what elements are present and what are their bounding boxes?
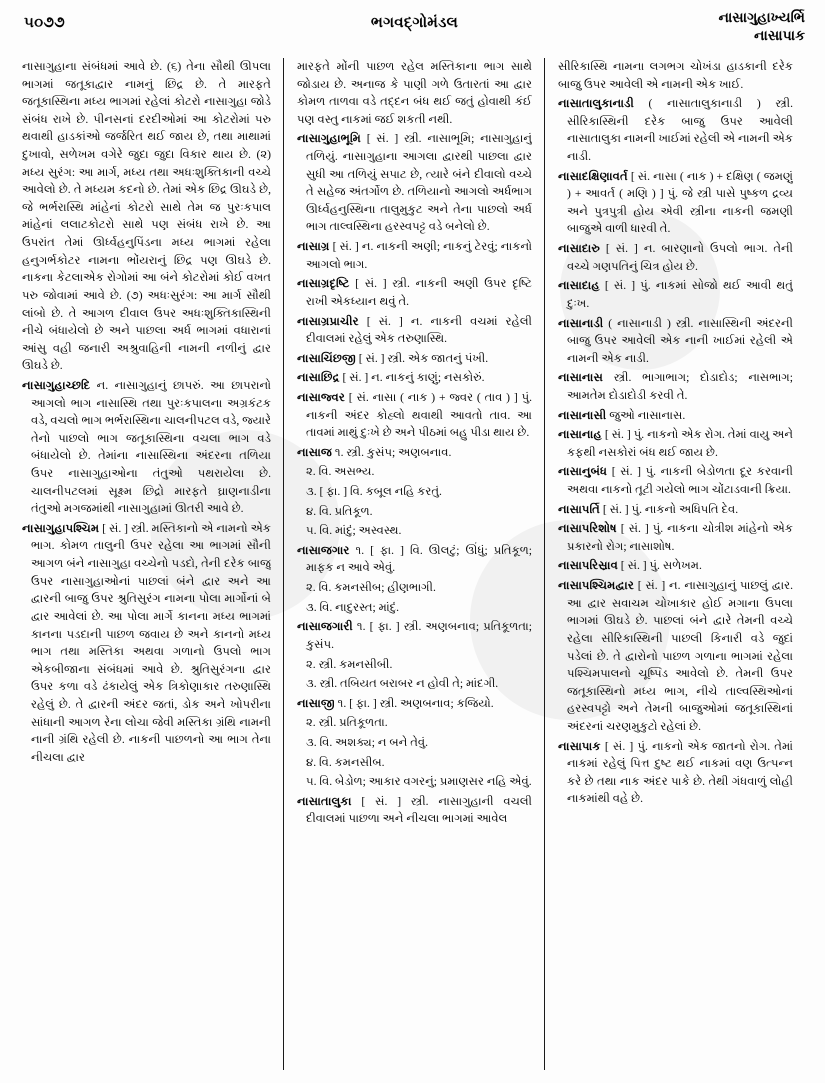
entry-headword: નાસાપશ્ચિમદ્વાર <box>558 579 634 593</box>
dictionary-entry <box>22 520 271 767</box>
entry-definition: [ સં. ] ન. નાકની વચમાં રહેલી દીવાલમાં રહેલું એક તરુણાસ્થિ. <box>306 314 532 346</box>
entry-definition: [ સં. ] સ્ત્રી. એક જાતનું પંખી. <box>355 351 489 365</box>
entry-definition: ૧. [ ફા. ] સ્ત્રી. અણબનાવ; કજિયો. <box>334 696 494 710</box>
text-column-3 <box>544 58 805 1070</box>
entry-definition: જુઓ નાસાનાસ. <box>606 408 686 422</box>
entry-definition: [ સં. ] પું. નાકના ચોત્રીશ માંહેનો એક પ્રકારનો રોગ; નાસાશોષ. <box>567 522 793 553</box>
entry-definition: ( નાસાનાડી ) સ્ત્રી. નાસાસ્થિની અંદરની બાજુ ઉપર આવેલી એક નાની ખાઈમાં રહેલી એ નામની એક નાડી. <box>567 316 793 365</box>
entry-definition: [ સં. ] સ્ત્રી. નાસાભૂમિ; નાસાગુહાનું તળિયું. નાસાગુહાના આગલા દ્વારથી પાછલા દ્વાર સુધી આ તળિયું સપાટ છે, ત્યારે બંને દીવાલો વચ્ચે તે સહેજ અંતર્ગોળ છે. તળિયાનો આગલો અર્ધભાગ ઊર્ધ્વહનુસ્થિના તાલુમુકુટ અને તેના પાછલો અર્ધ ભાગ તાલ્વસ્થિના હરસ્વપટ્ટ વડે બનેલો છે. <box>306 132 532 234</box>
entry-definition: [ સં. ] સ્ત્રી. નાસાગુહાની વચલી દીવાલમાં પાછળા અને નીચલા ભાગમાં આવેલ <box>306 794 532 826</box>
entry-headword: નાસાતાલુકાનાડી <box>558 97 634 111</box>
entry-headword: નાસાદક્ષિણાવર્ત <box>558 169 628 183</box>
entry-definition: ૧. સ્ત્રી. કુસંપ; અણબનાવ. <box>331 445 452 459</box>
dictionary-entry <box>297 389 532 442</box>
continuation-paragraph: સીરિકાસ્થિ નામના લગભગ ચોખંડા હાડકાની દરેક બાજુ ઉપર આવેલી એ નામની એક ખાઈ. <box>558 60 793 91</box>
entry-definition: [ સં. ] સ્ત્રી. મસ્તિકાનો એ નામનો એક ભાગ. કોમળ તાલુની ઉપર રહેલા આ ભાગમાં સૌની આગળ બંને નાસાગુહા વચ્ચેનો પડદો, તેની દરેક બાજુ ઉપર નાસાગુહાઓનાં પાછલાં બંને દ્વાર અને આ દ્વારની બાજુ ઉપર શ્રુતિસુરંગ નામના પોલા માર્ગોનાં બે દ્વાર આવેલાં છે. આ પોલા માર્ગે કાનના મધ્ય ભાગમાં કાનના પડદાની પાછળ જવાય છે અને કાનનો મધ્ય ભાગ તથા મસ્તિકા અથવા ગળાનો ઉપલો ભાગ એકબીજાના સંબંધમાં આવે છે. શ્રુતિસુરંગના દ્વાર ઉપર કળા વડે ઢંકાયેલું એક ત્રિકોણાકાર તરુણાસ્થિ રહેલું છે. તે દ્વારની અંદર જતાં, ડોક અને ખોપરીના સાંધાની આગળ રેના લોચા જેવી મસ્તિકા ગ્રંથિ નામની નાની ગ્રંથિ રહેલી છે. નાકની પાછળનો આ ભાગ તેના નીચલા દ્વાર <box>31 521 271 764</box>
dictionary-entry <box>297 542 532 577</box>
entry-sense: ૨. વિ. કમનસીબ; હીણભાગી. <box>306 581 436 595</box>
entry-sense: ૫. વિ. માંદું; અસ્વસ્થ. <box>306 524 402 538</box>
entry-headword: નાસાનાહ <box>558 428 602 442</box>
entry-headword: નાસાજ <box>297 445 332 459</box>
entry-headword: નાસાજગાર <box>297 543 350 557</box>
entry-definition: [ સં. ] પું. નાકનો એક જાતનો રોગ. તેમાં નાકમાં રહેલું પિત્ત દુષ્ટ થઈ નાકમાં વણ ઉત્પન્ન કરે છે તથા નાક અંદર પાકે છે. તેથી ગંધવાળું લોહી નાકમાંથી વહે છે. <box>567 739 793 806</box>
entry-sense: ૪. વિ. કમનસીબ. <box>306 755 385 769</box>
entry-headword: નાસાગ્રપ્રાચીર <box>297 314 359 328</box>
dictionary-entry <box>297 369 532 387</box>
dictionary-entry <box>558 520 793 555</box>
entry-definition: ન. નાસાગુહાનું છાપરું. આ છાપરાનો આગલો ભાગ નાસાસ્થિ તથા પુરઃકપાલના અગ્રકંટક વડે, વચલો ભાગ ભર્ભરાસ્થિના ચાલનીપટલ વડે, જ્યારે તેનો પાછલો ભાગ જતૂકાસ્થિના વચલા ભાગ વડે બંધાયેલો છે. તેમાંના નાસાસ્થિના અંદરના તળિયા ઉપર નાસાગુહાઓના તંતુઓ પથરાયેલા છે. ચાલનીપટલમાં સૂક્ષ્મ છિદ્રો મારફતે ઘ્રાણનાડીના તંતુઓ મગજમાંથી નાસાગુહામાં ઊતરી આવે છે. <box>31 378 271 516</box>
entry-headword: નાસાદારુ <box>558 242 600 256</box>
entry-sense: ૩. વિ. નાદુરસ્ત; માંદું. <box>306 600 400 614</box>
dictionary-entry <box>22 377 271 518</box>
entry-headword: નાસાપરિસ્રાવ <box>558 559 618 573</box>
entry-definition: [ સં. ] ન. નાસાગુહાનું પાછલું દ્વાર. આ દ્વાર સવાચમ ચોખાકાર હોઈ મગાના ઉપલા ભાગમાં ઊઘડે છે. પાછલાં બંને દ્વારે તેમની વચ્ચે રહેલા સીરિકાસ્થિની પાછલી કિનારી વડે જુદાં પડેલાં છે. તે દ્વારોનો પાછળ ગળાના ભાગમાં રહેલા પશ્ચિમપાલનો ચૂષ્પિંડ આવેલો છે. તેમની ઉપર જતૂકાસ્થિનો મધ્ય ભાગ, નીચે તાલ્વસ્થિઓનાં હરસ્વપટ્ટો અને તેમની બાજુઓમાં જતૂકાસ્થિનાં અંદરનાં ચરણમુકુટો રહેલાં છે. <box>567 579 793 733</box>
entry-definition: [ સં. ] ન. નાકનું કાણું; નસકોરું. <box>339 371 485 385</box>
entry-headword: નાસાપર્તિ <box>558 502 600 516</box>
entry-headword: નાસાનુબંધ <box>558 465 608 479</box>
entry-headword: નાસાછિદ્ર <box>297 371 340 385</box>
dictionary-entry <box>558 738 793 808</box>
dictionary-entry <box>297 695 532 713</box>
dictionary-entry <box>558 407 793 425</box>
continuation-paragraph: મારફતે મોંની પાછળ રહેલ મસ્તિકાના ભાગ સાથે જોડાય છે. અનાજ કે પાણી ગળે ઉતારતાં આ દ્વાર કોમળ તાળવા વડે તદ્દન બંધ થઈ જતું હોવાથી કંઈ પણ વસ્તુ નાકમાં જઈ શકતી નથી. <box>297 60 532 126</box>
entry-definition: ૧. [ ફા. ] વિ. ઊલટું; ઊંધું; પ્રતિકૂળ; માફક ન આવે એવું. <box>306 543 532 575</box>
entry-headword: નાસાપરિશોષ <box>558 522 617 536</box>
text-column-2 <box>283 58 544 1070</box>
guide-words <box>718 10 805 46</box>
entry-definition: ( નાસાતાલુકાનાડી ) સ્ત્રી. સીરિકાસ્થિની દરેક બાજુ ઉપર આવેલી નાસાતાલુકા નામની ખાઈમાં રહેલી એ નામની એક નાડી. <box>567 97 793 164</box>
dictionary-entry <box>297 130 532 236</box>
guide-word-last: નાસાપાક <box>753 28 805 44</box>
dictionary-entry <box>558 577 793 735</box>
dictionary-entry <box>558 501 793 519</box>
dictionary-entry <box>558 426 793 461</box>
entry-headword: નાસાગુહાપશ્ચિમ <box>22 521 100 535</box>
entry-definition: [ સં. ] પું. સળેખમ. <box>617 559 702 573</box>
column-content <box>297 58 532 1066</box>
entry-headword: નાસાદાહ <box>558 279 600 293</box>
guide-word-first: નાસાગુહાખ્યર્ભિ <box>718 11 805 26</box>
entry-definition: [ સં. ] પું. નાકની બેડોળતા દૂર કરવાની અથવા નાકનો તૂટી ગયેલો ભાગ ચોંટાડવાની ક્રિયા. <box>567 465 793 497</box>
entry-definition: [ સં. ] સ્ત્રી. નાકની અણી ઉપર દૃષ્ટિ રાખી એકધ્યાન થવું તે. <box>306 277 532 308</box>
entry-headword: નાસાનાડી <box>558 316 604 330</box>
entry-sense: ૨. સ્ત્રી. પ્રતિકૂળતા. <box>306 716 388 730</box>
entry-headword: નાસાગુહાચ્છદિ <box>22 378 91 392</box>
column-content <box>558 58 793 1066</box>
running-head <box>22 10 807 52</box>
dictionary-entry <box>297 313 532 348</box>
entry-headword: નાસાગ્રદૃષ્ટિ <box>297 277 350 291</box>
entry-sense: ૫. વિ. બેડોળ; આકાર વગરનું; પ્રમાણસર નહિ એવું. <box>306 775 532 789</box>
entry-definition: ૧. [ ફા. ] સ્ત્રી. અણબનાવ; પ્રતિકૂળતા; કુસંપ. <box>306 620 532 651</box>
dictionary-entry <box>558 277 793 312</box>
dictionary-entry <box>297 793 532 828</box>
text-column-1 <box>22 58 283 1070</box>
dictionary-entry <box>558 168 793 238</box>
entry-definition: [ સં. ] પું. નાકમાં સોજો થઈ આવી થતું દુઃખ. <box>567 279 793 310</box>
entry-headword: નાસાગ્ર <box>297 240 330 254</box>
dictionary-entry <box>558 95 793 165</box>
dictionary-entry <box>297 618 532 653</box>
entry-definition: [ સં. ] ન. નાકની અણી; નાકનું ટેરવું; નાકનો આગલો ભાગ. <box>306 240 532 271</box>
entry-headword: નાસાનાસી <box>558 408 607 422</box>
entry-sense: ૩. વિ. અશક્ય; ન બને તેવું. <box>306 735 429 749</box>
entry-sense: ૨. સ્ત્રી. કમનસીબી. <box>306 657 393 671</box>
entry-sense: ૨. વિ. અસભ્ય. <box>306 465 375 479</box>
dictionary-entry <box>558 369 793 404</box>
entry-headword: નાસાપાક <box>558 739 601 753</box>
dictionary-entry <box>558 557 793 575</box>
entry-definition: [ સં. ] પું. નાકનો એક રોગ. તેમાં વાયુ અને કફથી નસકોરાં બંધ થઈ જાય છે. <box>567 428 793 459</box>
entry-headword: નાસાજગારી <box>297 620 353 634</box>
dictionary-entry <box>297 275 532 310</box>
entry-headword: નાસાતાલુકા <box>297 794 352 808</box>
continuation-paragraph: નાસાગુહાના સંબંધમાં આવે છે. (૬) તેના સૌથી ઊપલા ભાગમાં જતૂકાદ્વાર નામનું છિદ્ર છે. તે મારફતે જતૂકાસ્થિના મધ્ય ભાગમાં રહેલાં કોટરો નાસાગુહા જોડે સંબંધ રાખે છે. પીનસનાં દરદીઓમાં આ કોટરોમાં પરુ થવાથી હાડકાંઓ જર્જરિત થઈ જાય છે, તથા માથામાં દુખાવો, સળેખમ વગેરે જુદા જુદા વિકાર થાય છે. (૨) મધ્ય સુરંગ: આ માર્ગ, મધ્ય તથા અધઃશુક્તિકાની વચ્ચે આવેલો છે. તે મધ્યમ કદનો છે. તેમાં એક છિદ્ર ઊઘડે છે, જે ભર્ભરાસ્થિ માંહેનાં કોટરો સાથે તેમ જ પુરઃકપાલ માંહેનાં લલાટકોટરો સાથે પણ સંબંધ રાખે છે. આ ઉપરાંત તેમાં ઊર્ધ્વહનુપિંડના મધ્ય ભાગમાં રહેલા હનુગર્ભકોટર નામના ભોંયરાનું છિદ્ર પણ ઊઘડે છે. નાકના કેટલાએક રોગોમાં આ બંને કોટરોમાં કોઈ વખત પરુ જોવામાં આવે છે. (૭) અધઃસુરંગ: આ માર્ગ સૌથી લાંબો છે. તે આગળ દીવાલ ઉપર અધઃશુક્તિકાસ્થિની નીચે બંધાયેલો છે અને પાછલા અર્ધ ભાગમાં વધારાનાં આંસુ વહી જનારી અશ્રુવાહિની નામની નળીનું દ્વાર ઊઘડે છે. <box>22 60 271 373</box>
entry-sense: ૩. [ ફા. ] વિ. કબૂલ નહિ કરતું. <box>306 485 442 499</box>
page-number: ૫૦૭૭ <box>24 15 65 31</box>
dictionary-entry <box>558 315 793 368</box>
column-content <box>22 58 271 1066</box>
dictionary-entry <box>297 238 532 273</box>
entry-headword: નાસાગુહાભૂમિ <box>297 132 361 146</box>
entry-headword: નાસાજ્વર <box>297 390 345 404</box>
entry-definition: [ સં. ] ન. બારણાનો ઉપલો ભાગ. તેની વચ્ચે ગણપતિનું ચિત્ર હોય છે. <box>567 242 793 273</box>
dictionary-entry <box>297 444 532 462</box>
entry-sense: ૩. સ્ત્રી. તબિયત બરાબર ન હોવી તે; માંદગી. <box>306 677 499 691</box>
dictionary-entry <box>558 463 793 498</box>
entry-headword: નાસાજી <box>297 696 335 710</box>
entry-sense: ૪. વિ. પ્રતિકૂળ. <box>306 504 373 518</box>
book-title: ભગવદ્ગોમંડલ <box>370 15 459 31</box>
entry-headword: નાસાચિંછજી <box>297 351 356 365</box>
dictionary-entry <box>558 240 793 275</box>
entry-definition: [ સં. નાસા ( નાક ) + જ્વર ( તાવ ) ] પું. નાકની અંદર કોહ્લો થવાથી આવતો તાવ. આ તાવમાં માથું દુઃખે છે અને પીઠમાં બહુ પીડા થાય છે. <box>306 390 532 440</box>
entry-definition: સ્ત્રી. ભાગાભાગ; દોડાદોડ; નાસભાગ; આમતેમ દોડાદોડી કરવી તે. <box>567 371 793 402</box>
entry-headword: નાસાનાસ <box>558 371 603 385</box>
entry-definition: [ સં. નાસા ( નાક ) + દક્ષિણ ( જમણું ) + આવર્ત ( મણિ ) ] પું. જે સ્ત્રી પાસે પુષ્કળ દ્રવ્ય અને પુત્રપુત્રી હોય એવી સ્ત્રીના નાકની જમણી બાજુએ વાળી ધારવી તે. <box>567 169 793 236</box>
dictionary-entry <box>297 350 532 368</box>
text-columns <box>22 58 806 1070</box>
entry-definition: [ સં. ] પું. નાકનો અધિપતિ દેવ. <box>599 502 739 516</box>
